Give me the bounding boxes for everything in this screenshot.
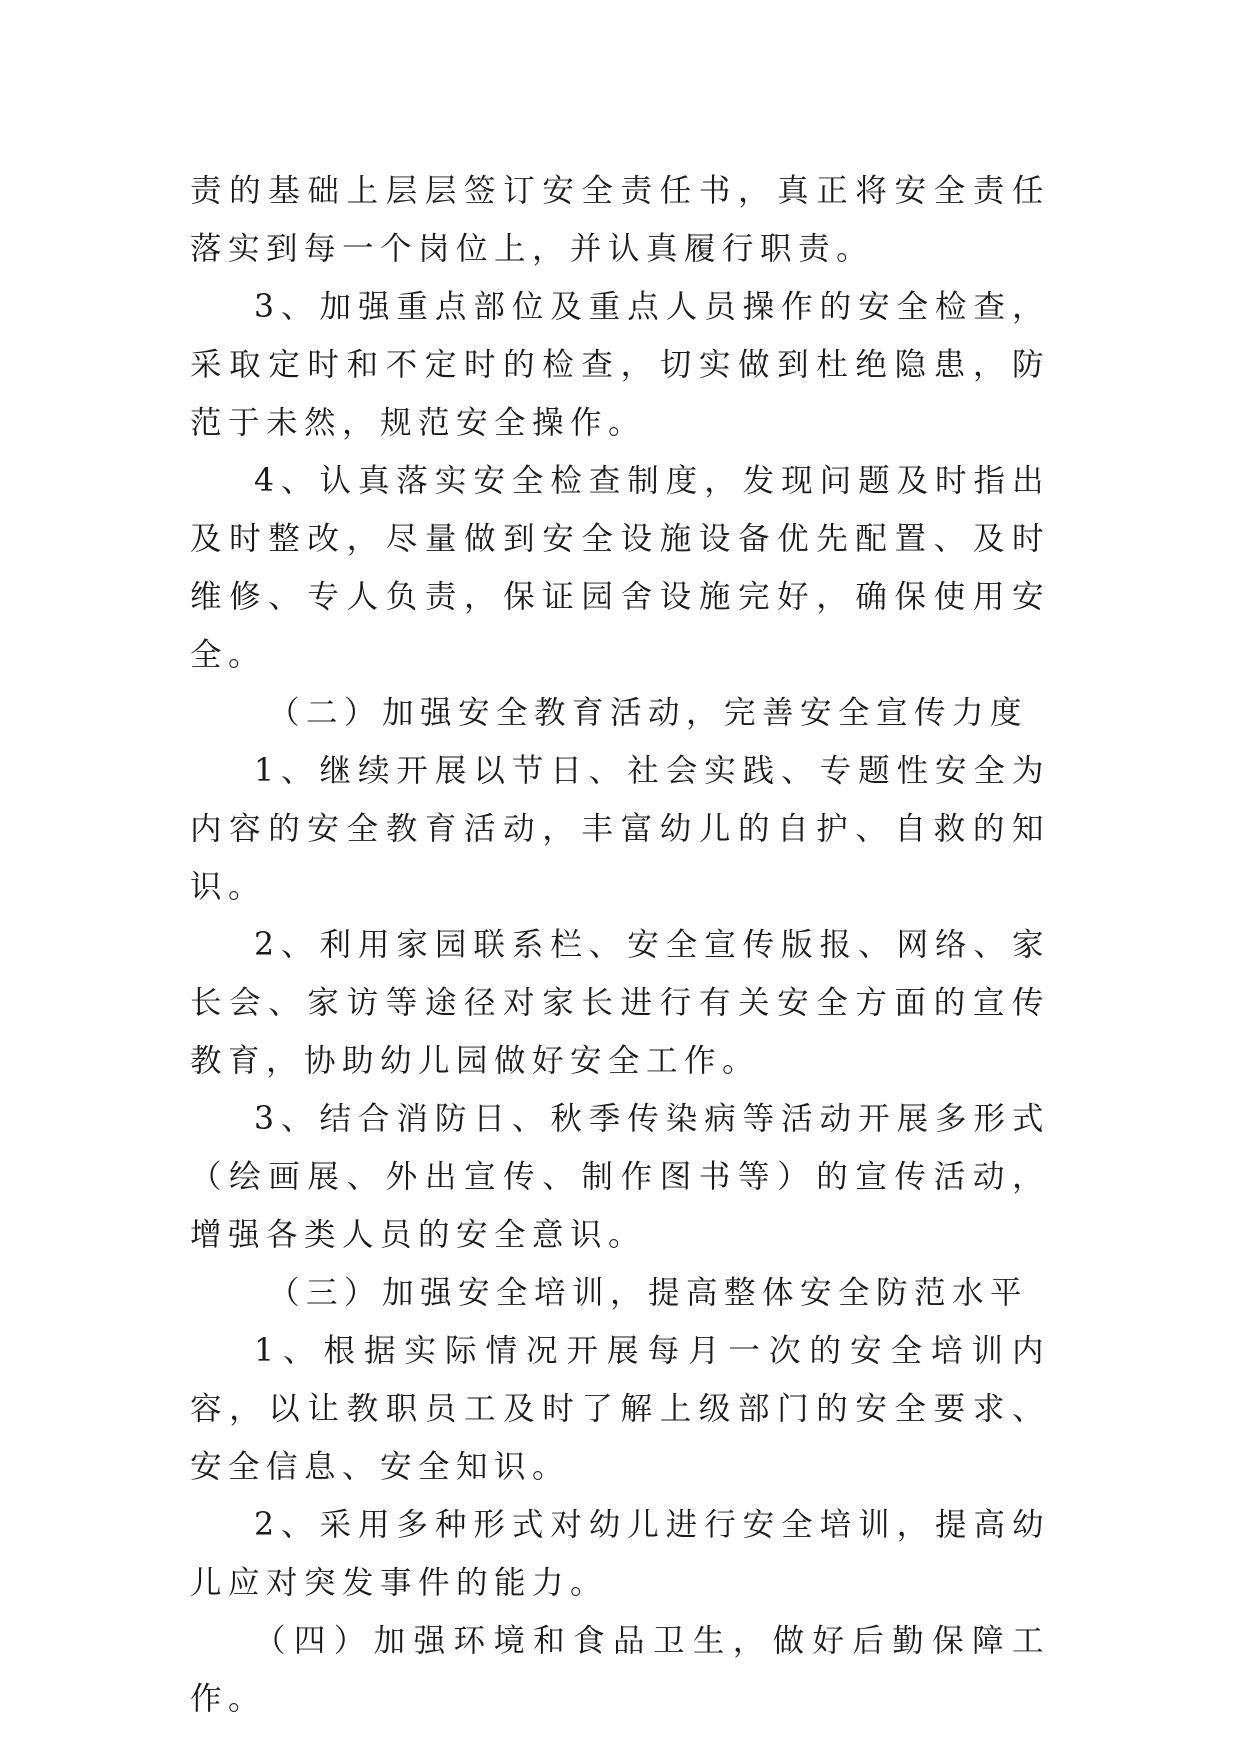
- document-body: [190, 162, 1050, 1728]
- body-paragraph: 3、结合消防日、秋季传染病等活动开展多形式（绘画展、外出宣传、制作图书等）的宣传活动，增强各类人员的安全意识。: [190, 1101, 1050, 1253]
- body-paragraph: 2、利用家园联系栏、安全宣传版报、网络、家长会、家访等途径对家长进行有关安全方面的宣传教育，协助幼儿园做好安全工作。: [190, 927, 1050, 1079]
- section-heading: （四）加强环境和食品卫生，做好后勤保障工作。: [190, 1623, 1050, 1717]
- body-paragraph: 2、采用多种形式对幼儿进行安全培训，提高幼儿应对突发事件的能力。: [190, 1507, 1050, 1601]
- body-paragraph: 4、认真落实安全检查制度，发现问题及时指出及时整改，尽量做到安全设施设备优先配置、及时维修、专人负责，保证园舍设施完好，确保使用安全。: [190, 463, 1050, 673]
- body-paragraph: 1、继续开展以节日、社会实践、专题性安全为内容的安全教育活动，丰富幼儿的自护、自救的知识。: [190, 753, 1050, 905]
- section-heading: （二）加强安全教育活动，完善安全宣传力度: [268, 695, 1029, 731]
- body-paragraph: 责的基础上层层签订安全责任书，真正将安全责任落实到每一个岗位上，并认真履行职责。: [190, 173, 1050, 267]
- body-paragraph: 3、加强重点部位及重点人员操作的安全检查，采取定时和不定时的检查，切实做到杜绝隐患，防范于未然，规范安全操作。: [190, 289, 1050, 441]
- body-paragraph: 1、根据实际情况开展每月一次的安全培训内容，以让教职员工及时了解上级部门的安全要求、安全信息、安全知识。: [190, 1333, 1050, 1485]
- section-heading: （三）加强安全培训，提高整体安全防范水平: [268, 1275, 1029, 1311]
